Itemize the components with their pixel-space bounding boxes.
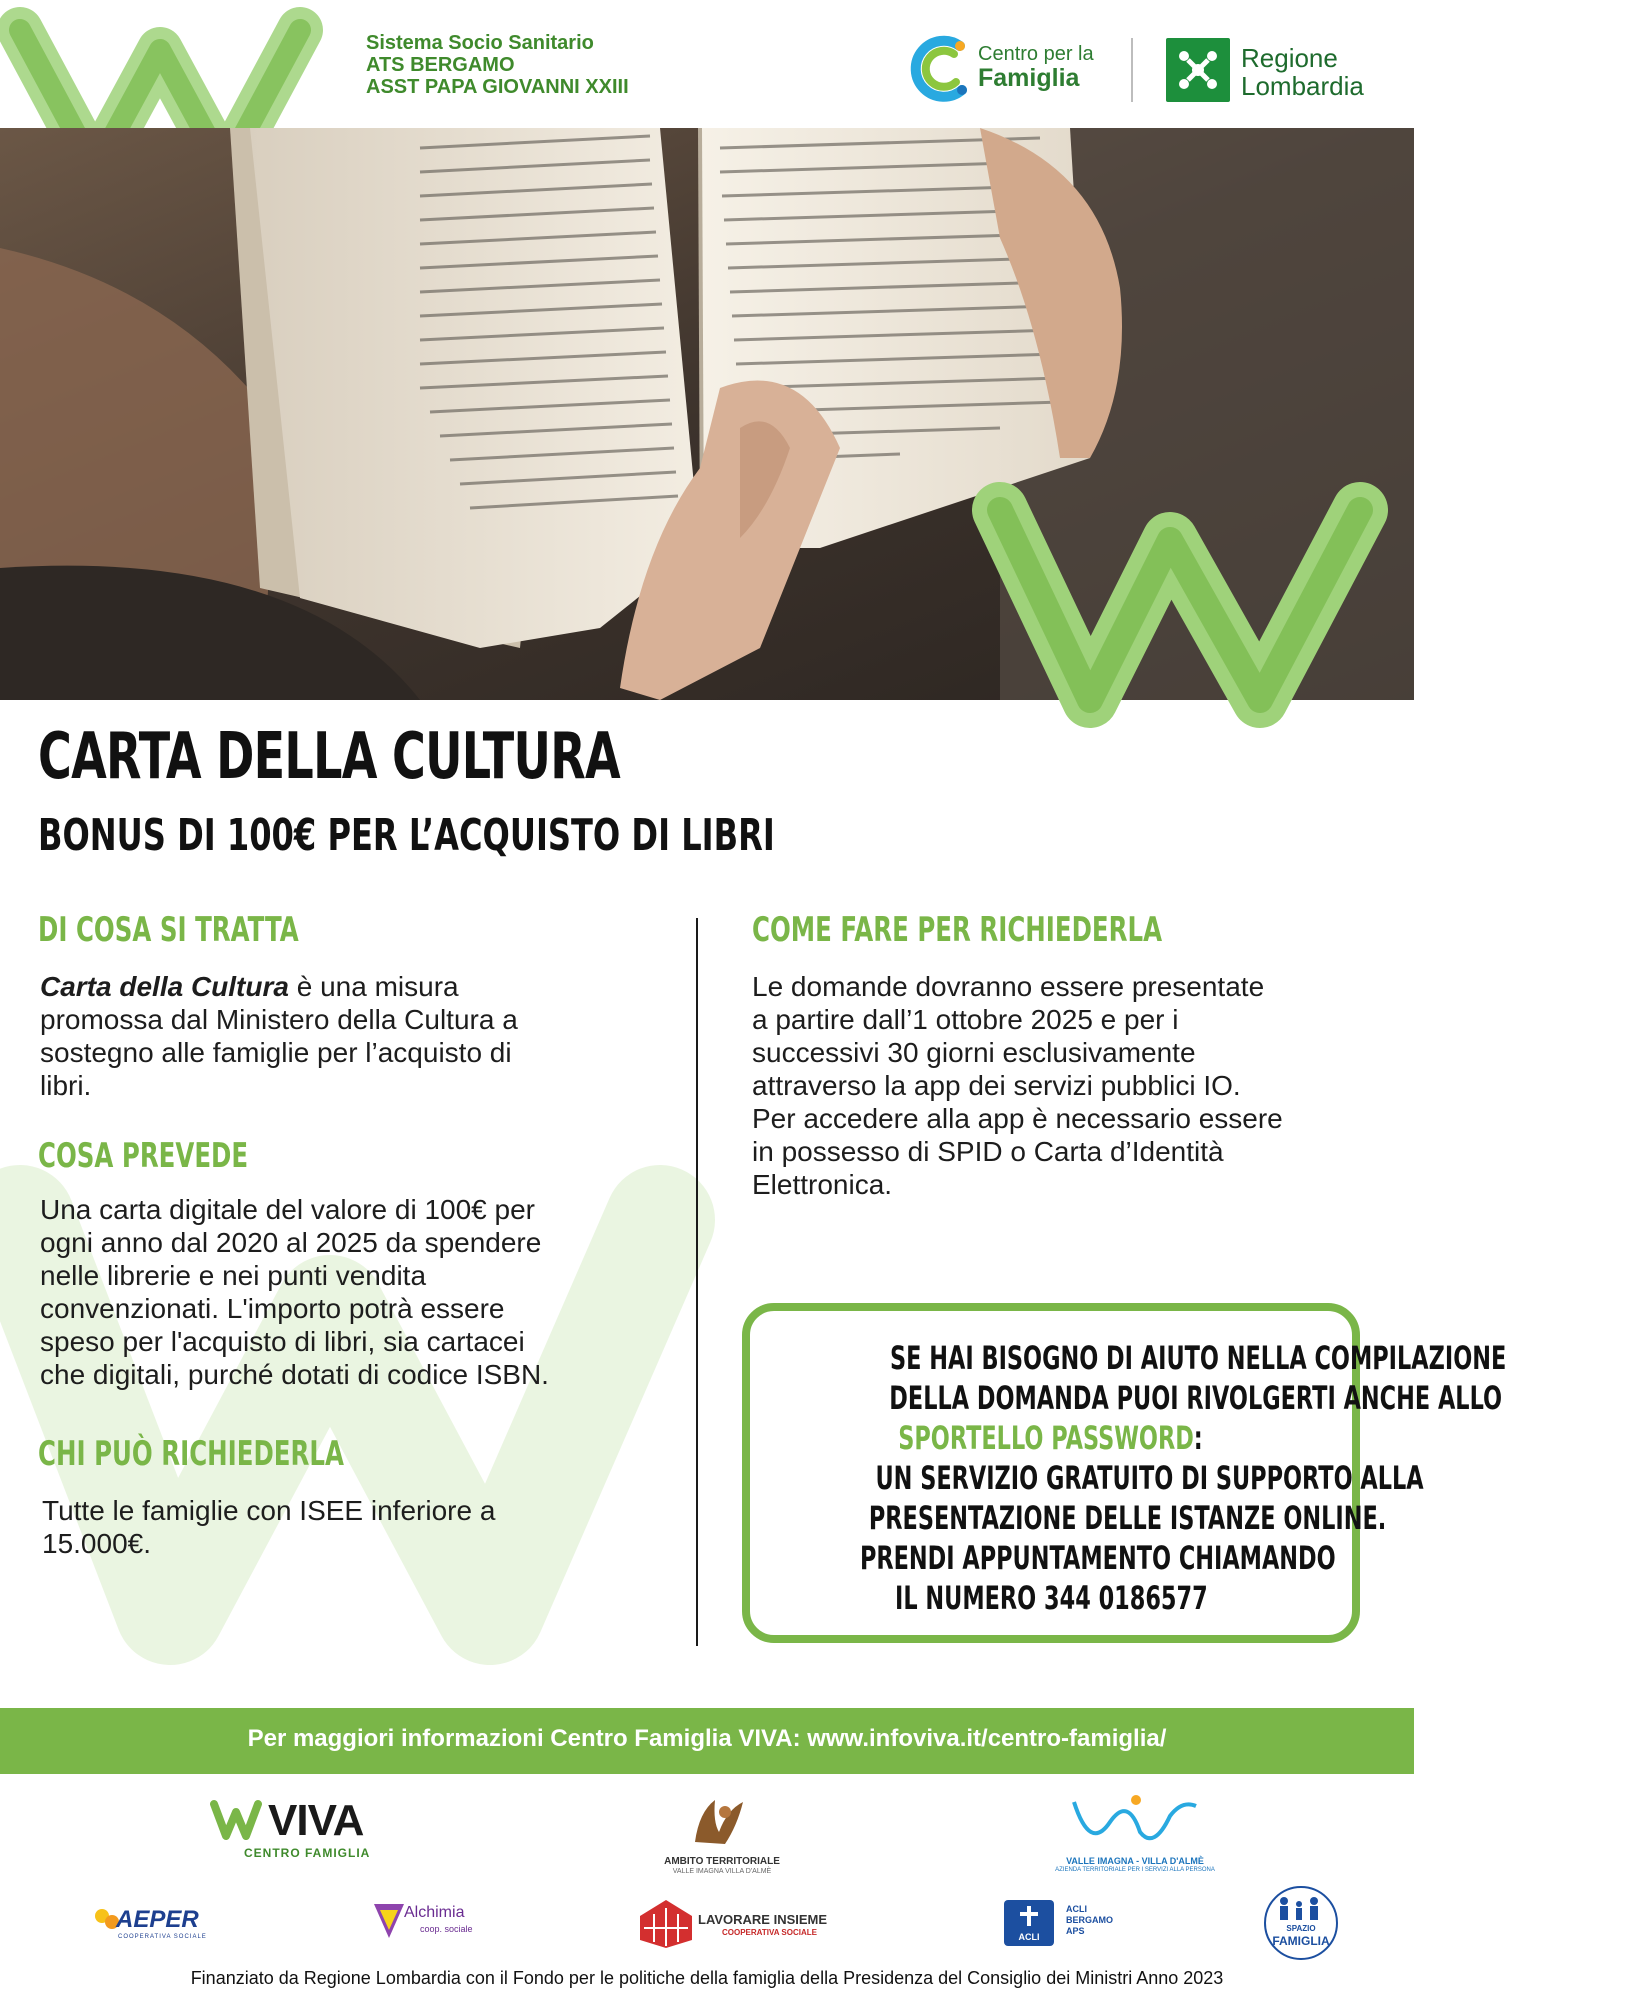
- section-heading-prevede: COSA PREVEDE: [38, 1136, 249, 1176]
- cosa-line1-rest: è una misura: [288, 971, 459, 1002]
- ambito-logo-line2: VALLE IMAGNA VILLA D'ALMÈ: [672, 1868, 772, 1875]
- help-line2: DELLA DOMANDA PUOI RIVOLGERTI ANCHE ALLO: [889, 1379, 1503, 1417]
- decorative-w-bottom-right: [960, 470, 1414, 760]
- alchimia-logo-sub: coop. sociale: [420, 1924, 473, 1934]
- centro-famiglia-line2: Famiglia: [978, 64, 1080, 92]
- ambito-logo-line1: AMBITO TERRITORIALE: [664, 1856, 780, 1867]
- viva-logo-sub: CENTRO FAMIGLIA: [244, 1846, 371, 1860]
- spazio-logo-line2: FAMIGLIA: [1272, 1934, 1330, 1948]
- sportello-password-highlight: SPORTELLO PASSWORD: [898, 1419, 1195, 1457]
- section-heading-chi: CHI PUÒ RICHIEDERLA: [38, 1434, 344, 1474]
- cosa-line4: libri.: [40, 1070, 92, 1101]
- help-line5: PRESENTAZIONE DELLE ISTANZE ONLINE.: [868, 1499, 1387, 1537]
- cosa-line2: promossa dal Ministero della Cultura a: [40, 1004, 518, 1035]
- info-banner-text[interactable]: Per maggiori informazioni Centro Famiglia VIVA: www.infoviva.it/centro-famiglia/: [247, 1725, 1167, 1752]
- ambito-hands-logo-icon: [685, 1792, 755, 1854]
- regione-lombardia-logo-text: [1241, 44, 1364, 100]
- spazio-logo-line1: SPAZIO: [1286, 1924, 1316, 1933]
- section-heading-come: COME FARE PER RICHIEDERLA: [752, 910, 1163, 950]
- viva-logo-text: VIVA: [268, 1796, 364, 1845]
- regione-line2: Lombardia: [1241, 71, 1364, 101]
- lavorare-logo-line2: COOPERATIVA SOCIALE: [722, 1928, 817, 1937]
- help-line3-rest: :: [1194, 1419, 1204, 1457]
- come-line: attraverso la app dei servizi pubblici IO.: [752, 1070, 1241, 1101]
- cosa-line3: sostegno alle famiglie per l’acquisto di: [40, 1037, 512, 1068]
- prevede-line: convenzionati. L'importo potrà essere: [40, 1293, 505, 1324]
- health-system-line2: ATS BERGAMO: [366, 54, 515, 76]
- chi-line: 15.000€.: [42, 1528, 151, 1559]
- aeper-logo-sub: COOPERATIVA SOCIALE: [118, 1934, 207, 1940]
- come-line: Elettronica.: [752, 1169, 893, 1200]
- centro-famiglia-logo-icon: [910, 32, 974, 106]
- valle-imagna-logo-icon: [1070, 1792, 1200, 1852]
- come-line: Le domande dovranno essere presentate: [752, 971, 1265, 1002]
- lavorare-logo-line1: LAVORARE INSIEME: [698, 1912, 828, 1927]
- chi-line: Tutte le famiglie con ISEE inferiore a: [42, 1495, 496, 1526]
- come-line: Per accedere alla app è necessario essere: [752, 1103, 1283, 1134]
- prevede-line: Una carta digitale del valore di 100€ per: [40, 1194, 535, 1225]
- come-line: a partire dall’1 ottobre 2025 e per i: [752, 1004, 1179, 1035]
- carta-cultura-emphasis: Carta della Cultura: [40, 971, 289, 1002]
- section-body-chi: [42, 1494, 662, 1560]
- viva-logo-icon: [210, 1798, 270, 1842]
- prevede-line: ogni anno dal 2020 al 2025 da spendere: [40, 1227, 542, 1258]
- lavorare-insieme-logo-icon: [636, 1898, 696, 1950]
- come-line: successivi 30 giorni esclusivamente: [752, 1037, 1196, 1068]
- regione-line1: Regione: [1241, 43, 1338, 73]
- health-system-line1: Sistema Socio Sanitario: [366, 32, 594, 54]
- column-divider: [696, 918, 698, 1646]
- come-line: in possesso di SPID o Carta d’Identità: [752, 1136, 1224, 1167]
- page-title: CARTA DELLA CULTURA: [38, 720, 620, 794]
- help-line6: PRENDI APPUNTAMENTO CHIAMANDO: [859, 1539, 1336, 1577]
- section-body-prevede: [40, 1193, 680, 1391]
- funding-footer: Finanziato da Regione Lombardia con il Fondo per le politiche della famiglia della Presidenza del Consiglio dei Ministri Anno 2023: [190, 1968, 1224, 1988]
- centro-famiglia-line1: Centro per la: [978, 43, 1094, 65]
- regione-lombardia-logo-icon: [1166, 38, 1230, 102]
- prevede-line: speso per l'acquisto di libri, sia cartacei: [40, 1326, 525, 1357]
- help-callout-text: [758, 1338, 1507, 1618]
- acli-cross-icon: [1018, 1904, 1040, 1928]
- help-phone-line: IL NUMERO 344 0186577: [894, 1579, 1208, 1617]
- valle-logo-line2: AZIENDA TERRITORIALE PER I SERVIZI ALLA PERSONA: [1055, 1867, 1215, 1873]
- health-system-line3: ASST PAPA GIOVANNI XXIII: [366, 76, 629, 98]
- acli-badge-text: ACLI: [1018, 1932, 1040, 1942]
- section-body-cosa: [40, 970, 660, 1102]
- header-divider: [1131, 38, 1133, 102]
- alchimia-logo-text: Alchimia: [404, 1904, 465, 1921]
- page-subtitle: BONUS DI 100€ PER L’ACQUISTO DI LIBRI: [38, 810, 775, 861]
- section-heading-cosa: DI COSA SI TRATTA: [38, 910, 299, 950]
- acli-logo-text: [1066, 1904, 1113, 1937]
- help-line4: UN SERVIZIO GRATUITO DI SUPPORTO ALLA: [875, 1459, 1424, 1497]
- prevede-line: che digitali, purché dotati di codice ISBN.: [40, 1359, 549, 1390]
- alchimia-logo-icon: [372, 1902, 406, 1942]
- help-line1: SE HAI BISOGNO DI AIUTO NELLA COMPILAZIONE: [890, 1339, 1507, 1377]
- spazio-famiglia-family-icon: [1276, 1896, 1322, 1922]
- centro-famiglia-logo-text: [978, 42, 1094, 90]
- aeper-logo-text: AEPER: [116, 1906, 199, 1933]
- prevede-line: nelle librerie e nei punti vendita: [40, 1260, 427, 1291]
- acli-line2: BERGAMO: [1066, 1915, 1113, 1925]
- section-body-come: [752, 970, 1372, 1201]
- acli-line1: ACLI: [1066, 1904, 1087, 1914]
- acli-line3: APS: [1066, 1926, 1085, 1936]
- valle-logo-line1: VALLE IMAGNA - VILLA D'ALMÈ: [1066, 1856, 1204, 1866]
- health-system-block: [366, 32, 629, 98]
